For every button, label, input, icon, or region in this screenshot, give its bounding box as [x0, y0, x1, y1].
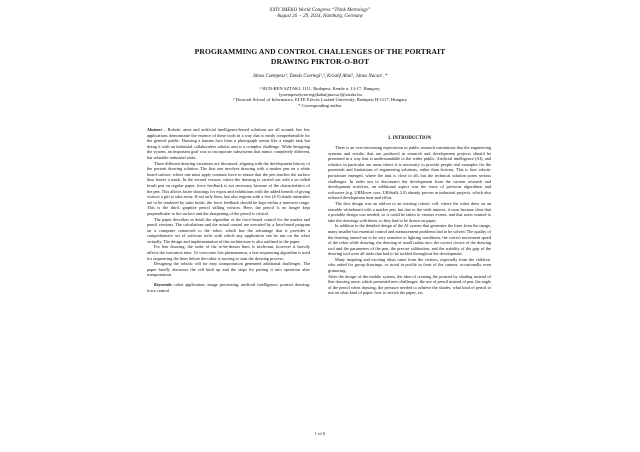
abstract-paragraph	[147, 127, 310, 161]
intro-paragraph: After the design of the mobile system, the idea of creating the portrait by shading instead of line drawing arose, which presented new challenges: the use of pencil instead of pen, the angle of the pencil when drawing, the pressure needed to achieve the shades, what kind of pencil to use on what kind of paper, how to stretch the paper, etc.	[328, 273, 491, 296]
intro-paragraph: Many inspiring and exciting ideas came from the visitors, especially from the children, who asked for group drawings, or stood in profile in front of the camera, occasionally even grimacing.	[328, 256, 491, 274]
paper-title	[120, 47, 520, 66]
abstract-paragraph: Designing the robotic cell for easy transportation generated additional challenges. The paper briefly discusses the cell built up and the steps for putting it into operation after transportation.	[147, 261, 310, 278]
abstract-paragraph: For line drawing, the order of the to-be-drawn lines is irrelevant, however it heavily affects the execution time. To overcome this phenomenon, a fast-sequencing algorithm is used for sequencing the lines before the robot is moving to start the drawing process.	[147, 244, 310, 261]
affiliations	[0, 86, 640, 108]
intro-paragraph: There is an ever-increasing expectation in public research institutions that the engineering systems and results, that are produced in research and development projects should be presented in a way that is understandable to the wider public. Artificial intelligence (AI), and robotics in particular are areas where it is necessary to provide people real examples for the potentials and limitations of engineering solutions, rather than fictions. This is how robotic portraiture emerged, where the task is close to all, but the technical solution poses serious challenges. In order not to disconnect the development from the current research and development activities, an additional aspect was the reuse of previous algorithms and softwares (e.g. URMover core, URSttalk 2.0) already proven in industrial projects, which also reduced development time and effort.	[328, 145, 491, 201]
paper-title-line-2: DRAWING PIKTOR-O-BOT	[270, 56, 370, 66]
left-column	[147, 127, 310, 293]
section-heading-introduction: 1. INTRODUCTION	[387, 136, 432, 141]
author-emails: {jcsempesz|tcsertegi|kabai|jnacsa}@sztaki.hu	[278, 91, 362, 97]
page-number: 1 of 6	[314, 431, 326, 436]
abstract-paragraph: The paper describes in detail the algorithm of the force-based control for the marker and pencil versions. The calculations and the actual control are executed by a Java-based program on a computer connected to the robot, which has the advantage that it provides a comprehensive set of software tools with which any application can be run on the robot virtually. The design and implementation of this architecture is also outlined in the paper.	[147, 216, 310, 244]
keywords-paragraph	[147, 282, 310, 293]
affiliation-1: ¹ HUN-REN SZTAKI, 1111, Budapest, Kende u. 13-17, Hungary,	[259, 86, 381, 91]
conference-date: August 26 − 29, 2024, Hamburg, Germany	[276, 14, 364, 19]
conference-name: XXIV IMEKO World Congress “Think Metrology”	[269, 8, 371, 13]
abstract-label: Abstract	[147, 127, 162, 132]
keywords-label: Keywords:	[154, 282, 173, 288]
affiliation-2: ² Doctoral School of Informatics, ELTE Eötvös Loránd University, Budapest H-1117, Hungary	[232, 97, 408, 103]
right-column	[328, 136, 491, 296]
keywords-text: robot application; image processing; artificial intelligence; portrait drawing; force control	[147, 282, 310, 293]
intro-paragraph: In addition to the detailed design of the AI system that generates the lines from the image, many smaller but essential control and measurement problems had to be solved. The quality of the drawing turned out to be very sensitive to lighting conditions, the correct movement speed of the robot while drawing, the drawing of small radius arcs, the correct choice of the drawing tool and the parameters of the pen, the precise calibration, and the stability of the grip of the drawing tool were all tasks that had to be tackled throughout the development.	[328, 223, 491, 257]
abstract-paragraph: Three different drawing variations are discussed, aligning with the development history of the portrait drawing solution. The first one involves drawing with a marker pen on a white board surface, where one must apply constant force to ensure that the pen touches the surface thus leaves a mark. In the second version, where the drawing is carried out with a so-called brush pen on regular paper, force feedback is not necessary because of the characteristics of the pen. This allows faster drawings for expos and exhibitions with the added benefit of giving visitors a gift to take away. If not only lines, but also regions with a few (4-5) shade intensities are to be rendered by satin finish, the force feedback should be kept within a narrower range. This is the third, graphite pencil stilling version. Here, the pencil is no longer kept perpendicular to the surface and the sharpening of the pencil is critical.	[147, 160, 310, 216]
intro-paragraph: The first design was an add-on to an existing robotic cell, where the robot drew on an erasable whiteboard with a marker pen, but due to the wide interest, it soon became clear that a portable design was needed, so it could be taken to various events, and that users wanted to take the drawings with them, so they had to be drawn on paper.	[328, 200, 491, 223]
corresponding-author-note: * Corresponding author	[298, 102, 342, 108]
abstract-text: – Robotic arms and artificial intelligence-based solutions are all around, but few applications demonstrate the essence of these tools in a way that is easily comprehensible for the general public. Drawing a human face from a photograph seems like a simple task but doing it with an industrial collaborative robotic arm is a complex challenge. While designing the system, an important goal was to incorporate subsystems that mimic completely different, but relatable industrial tasks.	[147, 127, 310, 160]
author-list: János Csempesz¹, Tamás Csertegi¹,², Kristóf Abai¹, János Nacsa¹, *	[252, 74, 388, 79]
paper-title-line-1: PROGRAMMING AND CONTROL CHALLENGES OF THE PORTRAIT	[194, 47, 446, 56]
conference-header	[0, 8, 640, 20]
